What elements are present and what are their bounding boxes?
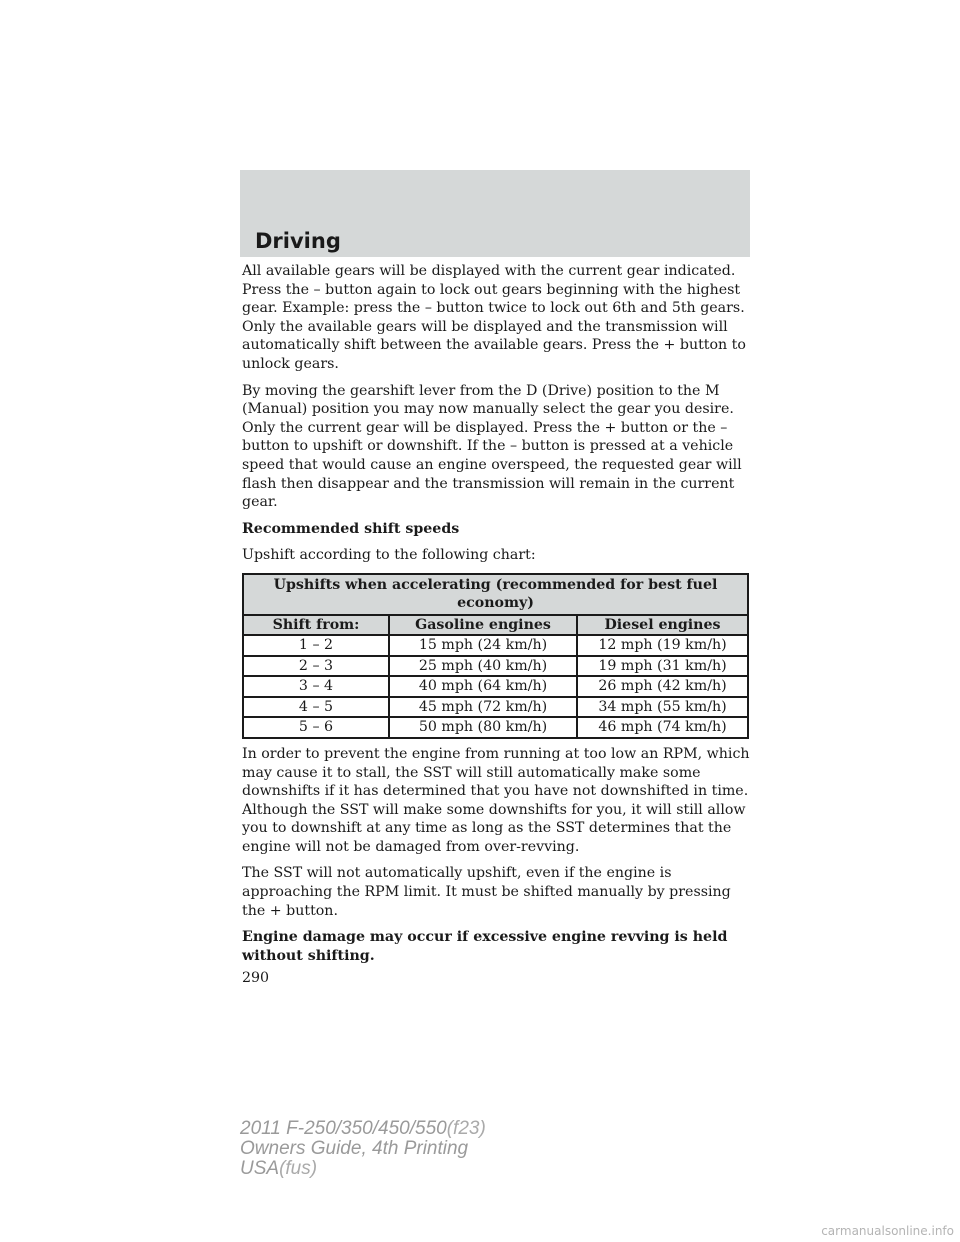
footer-line-region <box>240 1159 486 1179</box>
section-title: Driving <box>255 229 341 253</box>
footer-region-code: (fus) <box>279 1158 318 1179</box>
cell-gasoline: 40 mph (64 km/h) <box>389 676 577 697</box>
cell-diesel: 26 mph (42 km/h) <box>577 676 748 697</box>
paragraph-no-auto-upshift: The SST will not automatically upshift, even if the engine is approaching the RPM limit. It must be shifted manually by pressing the + button. <box>242 865 731 919</box>
cell-shift: 1 – 2 <box>243 635 389 656</box>
table-row <box>243 635 748 656</box>
cell-diesel: 19 mph (31 km/h) <box>577 656 748 677</box>
shift-speeds-table <box>242 573 749 739</box>
column-header-diesel: Diesel engines <box>577 615 748 636</box>
cell-gasoline: 45 mph (72 km/h) <box>389 697 577 718</box>
section-header-band <box>240 170 750 257</box>
table-row <box>243 656 748 677</box>
table-row <box>243 717 748 738</box>
table-title-row <box>243 574 748 615</box>
cell-diesel: 12 mph (19 km/h) <box>577 635 748 656</box>
warning-text: Engine damage may occur if excessive engine revving is held without shifting. <box>242 929 728 964</box>
table-header-row <box>243 615 748 636</box>
cell-gasoline: 25 mph (40 km/h) <box>389 656 577 677</box>
cell-shift: 5 – 6 <box>243 717 389 738</box>
paragraph-gear-lockout: All available gears will be displayed with the current gear indicated. Press the – button again to lock out gears beginning with the highest gear. Example: press the – button twice to lock out 6th and 5th gears. Only the available gears will be displayed and the transmission will automatically shift between the available gears. Press the + button to unlock gears. <box>242 263 746 372</box>
table-row <box>243 676 748 697</box>
paragraph-manual-mode: By moving the gearshift lever from the D (Drive) position to the M (Manual) position you may now manually select the gear you desire. Only the current gear will be displayed. Press the + button or the – button to upshift or downshift. If the – button is pressed at a vehicle speed that would cause an engine overspeed, the requested gear will flash then disappear and the transmission will remain in the current gear. <box>242 382 742 511</box>
cell-gasoline: 15 mph (24 km/h) <box>389 635 577 656</box>
cell-gasoline: 50 mph (80 km/h) <box>389 717 577 738</box>
footer-model-code: (f23) <box>446 1118 486 1139</box>
column-header-shift-from: Shift from: <box>243 615 389 636</box>
chart-intro: Upshift according to the following chart: <box>242 547 536 564</box>
page-number: 290 <box>242 970 270 986</box>
section-heading: Recommended shift speeds <box>242 520 460 537</box>
cell-diesel: 34 mph (55 km/h) <box>577 697 748 718</box>
cell-shift: 3 – 4 <box>243 676 389 697</box>
cell-shift: 2 – 3 <box>243 656 389 677</box>
watermark: carmanualsonline.info <box>821 1224 954 1238</box>
footer-region: USA <box>240 1158 280 1179</box>
cell-shift: 4 – 5 <box>243 697 389 718</box>
table-row <box>243 697 748 718</box>
footer-model: 2011 F-250/350/450/550 <box>240 1118 447 1139</box>
paragraph-auto-downshift: In order to prevent the engine from running at too low an RPM, which may cause it to stall, the SST will still automatically make some downshifts if it has determined that you have not downshifted in time. Although the SST will make some downshifts for you, it will still allow you to downshift at any time as long as the SST determines that the engine will not be damaged from over-revving. <box>242 745 750 855</box>
page-content <box>242 262 752 973</box>
cell-diesel: 46 mph (74 km/h) <box>577 717 748 738</box>
footer-imprint <box>240 1119 486 1179</box>
footer-line-guide: Owners Guide, 4th Printing <box>240 1138 469 1159</box>
column-header-gasoline: Gasoline engines <box>389 615 577 636</box>
table-title: Upshifts when accelerating (recommended for best fuel economy) <box>243 574 748 615</box>
footer-line-model <box>240 1119 486 1139</box>
